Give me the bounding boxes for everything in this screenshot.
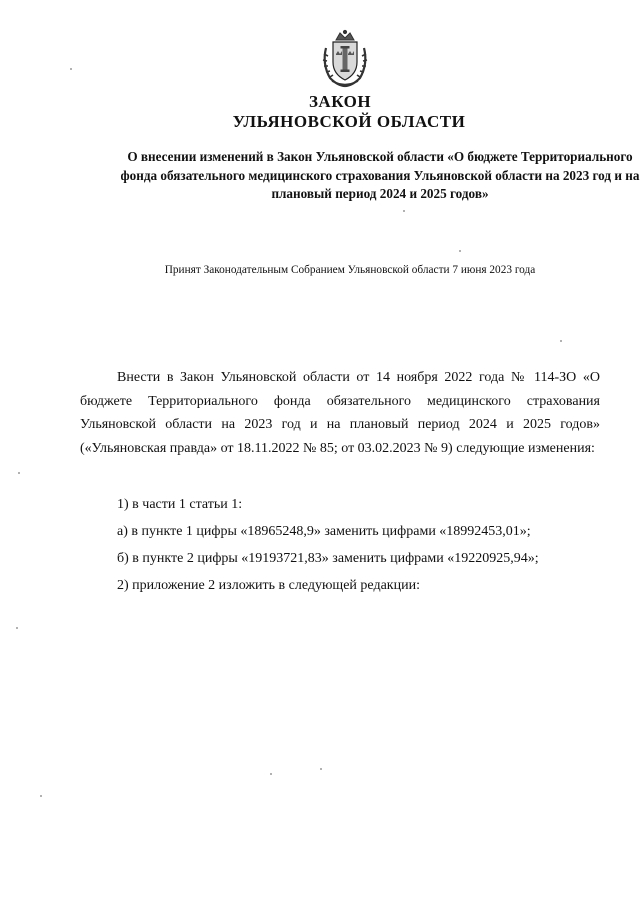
scan-speck — [403, 210, 405, 212]
scan-speck — [270, 773, 272, 775]
scan-speck — [320, 768, 322, 770]
document-type-title: ЗАКОН — [308, 92, 372, 111]
scan-speck — [16, 627, 18, 629]
region-title: УЛЬЯНОВСКОЙ ОБЛАСТИ — [232, 112, 466, 131]
scan-speck — [459, 250, 461, 252]
scan-speck — [18, 472, 20, 474]
scan-speck — [70, 68, 72, 70]
adoption-note: Принят Законодательным Собранием Ульяновской области 7 июня 2023 года — [164, 264, 536, 276]
intro-paragraph: Внести в Закон Ульяновской области от 14 ноября 2022 года № 114-ЗО «О бюджете Территориального фонда обязательного медицинского страхования Ульяновской области на 2023 год и на плановый период 2024 и 2025 годов» («Ульяновская правда» от 18.11.2022 № 85; от 03.02.2023 № 9) следующие изменения: — [80, 370, 600, 456]
list-item: а) в пункте 1 цифры «18965248,9» заменить цифрами «18992453,01»; — [117, 524, 531, 539]
scan-speck — [40, 795, 42, 797]
list-item: 1) в части 1 статьи 1: — [117, 497, 243, 512]
scan-speck — [560, 340, 562, 342]
law-subtitle: О внесении изменений в Закон Ульяновской области «О бюджете Территориального фонда обязательного медицинского страхования Ульяновской области на 2023 год и на плановый период 2024 и 2025 годов» — [120, 149, 640, 201]
list-item: 2) приложение 2 изложить в следующей редакции: — [117, 578, 420, 593]
coat-of-arms-icon — [314, 28, 376, 90]
list-item: б) в пункте 2 цифры «19193721,83» заменить цифрами «19220925,94»; — [117, 551, 539, 566]
